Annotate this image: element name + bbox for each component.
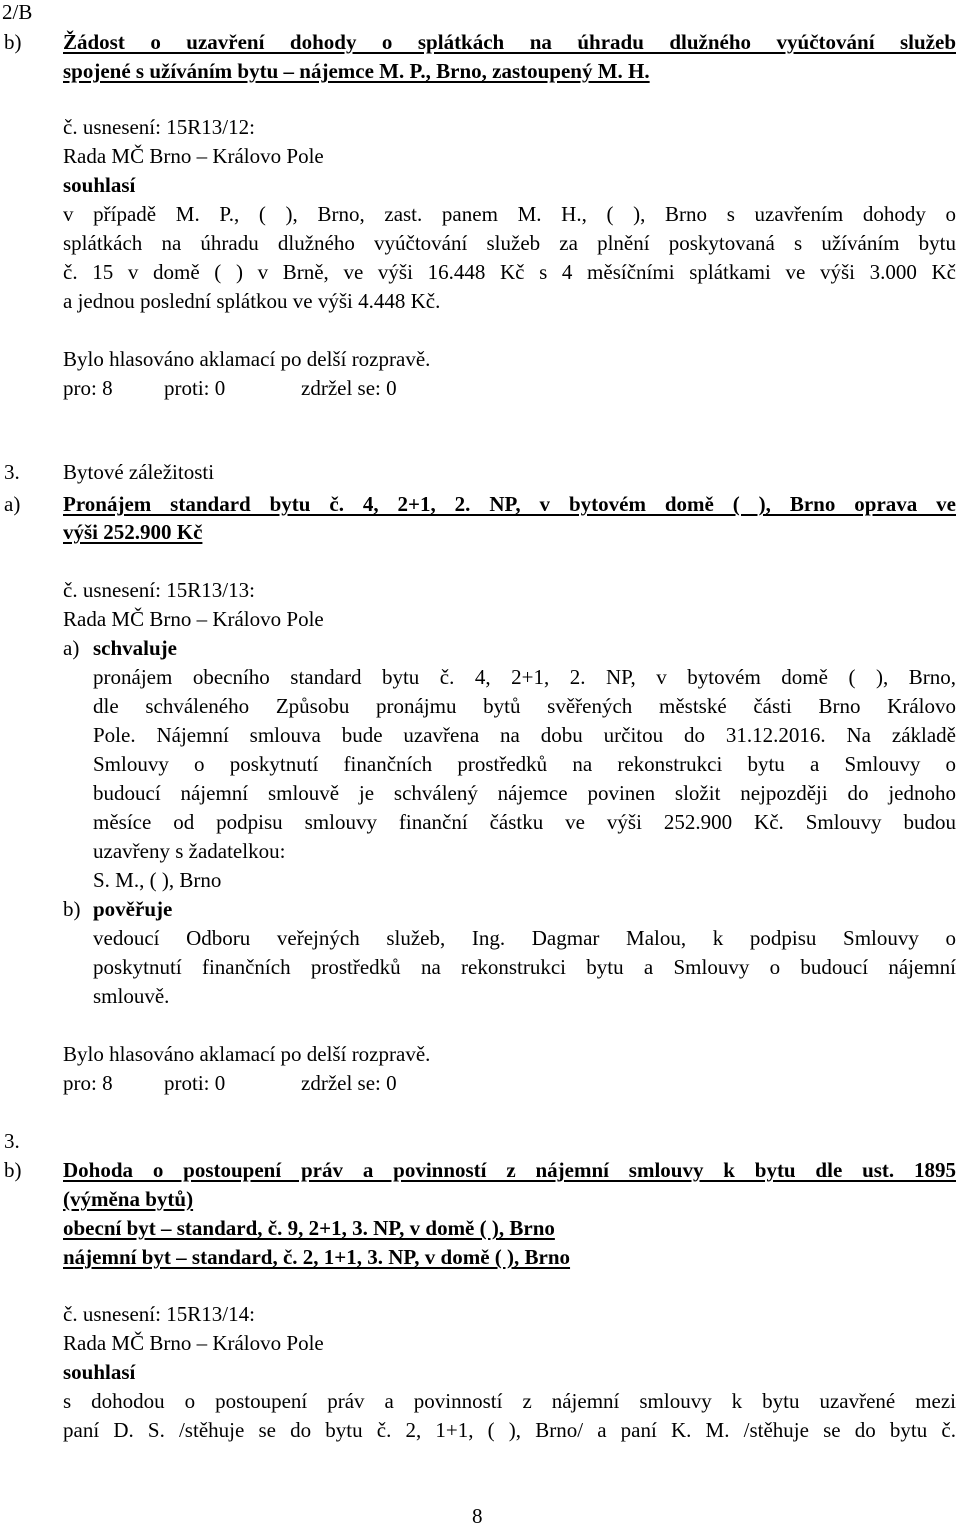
council-name: Rada MČ Brno – Královo Pole bbox=[63, 144, 324, 168]
body-line: vedoucí Odboru veřejných služeb, Ing. Dagmar Malou, k podpisu Smlouvy o bbox=[93, 926, 956, 950]
body-line: Pole. Nájemní smlouva bude uzavřena na dobu určitou do 31.12.2016. Na základě bbox=[93, 723, 956, 747]
council-name: Rada MČ Brno – Královo Pole bbox=[63, 1331, 324, 1355]
page-number: 8 bbox=[472, 1504, 483, 1528]
section-number: 3. bbox=[4, 1129, 20, 1153]
item-title-line: Žádost o uzavření dohody o splátkách na úhradu dlužného vyúčtování služeb bbox=[63, 30, 956, 54]
body-line: Smlouvy o poskytnutí finančních prostředků na rekonstrukci bytu a Smlouvy o bbox=[93, 752, 956, 776]
body-line: poskytnutí finančních prostředků na rekonstrukci bytu a Smlouvy o budoucí nájemní bbox=[93, 955, 956, 979]
vote-pro: pro: 8 bbox=[63, 376, 113, 400]
body-line: s dohodou o postoupení práv a povinností z nájemní smlouvy k bytu uzavřené mezi bbox=[63, 1389, 956, 1413]
body-line: uzavřeny s žadatelkou: bbox=[93, 839, 286, 863]
body-line: paní D. S. /stěhuje se do bytu č. 2, 1+1, ( ), Brno/ a paní K. M. /stěhuje se do bytu č. bbox=[63, 1418, 956, 1442]
resolution-number: č. usnesení: 15R13/14: bbox=[63, 1302, 255, 1326]
body-line: smlouvě. bbox=[93, 984, 170, 1008]
vote-abstain: zdržel se: 0 bbox=[301, 1071, 397, 1095]
item-title-line: obecní byt – standard, č. 9, 2+1, 3. NP, v domě ( ), Brno bbox=[63, 1216, 555, 1240]
resolution-verb: souhlasí bbox=[63, 173, 136, 197]
section-title: Bytové záležitosti bbox=[63, 460, 215, 484]
vote-note: Bylo hlasováno aklamací po delší rozpravě. bbox=[63, 1042, 431, 1066]
resolution-number: č. usnesení: 15R13/13: bbox=[63, 578, 255, 602]
item-letter: b) bbox=[4, 30, 22, 54]
applicant-line: S. M., ( ), Brno bbox=[93, 868, 222, 892]
resolution-verb: souhlasí bbox=[63, 1360, 136, 1384]
section-number: 2/B bbox=[2, 0, 33, 24]
item-title-line: Pronájem standard bytu č. 4, 2+1, 2. NP, v bytovém domě ( ), Brno oprava ve bbox=[63, 492, 956, 516]
vote-pro: pro: 8 bbox=[63, 1071, 113, 1095]
sub-letter: b) bbox=[63, 897, 81, 921]
resolution-number: č. usnesení: 15R13/12: bbox=[63, 115, 255, 139]
vote-note: Bylo hlasováno aklamací po delší rozpravě. bbox=[63, 347, 431, 371]
resolution-verb: schvaluje bbox=[93, 636, 177, 660]
vote-proti: proti: 0 bbox=[164, 376, 226, 400]
vote-proti: proti: 0 bbox=[164, 1071, 226, 1095]
body-line: splátkách na úhradu dlužného vyúčtování služeb za plnění poskytovaná s užíváním bytu bbox=[63, 231, 956, 255]
item-letter: b) bbox=[4, 1158, 22, 1182]
body-line: pronájem obecního standard bytu č. 4, 2+1, 2. NP, v bytovém domě ( ), Brno, bbox=[93, 665, 956, 689]
section-number: 3. bbox=[4, 460, 20, 484]
sub-letter: a) bbox=[63, 636, 80, 660]
body-line: v případě M. P., ( ), Brno, zast. panem M. H., ( ), Brno s uzavřením dohody o bbox=[63, 202, 956, 226]
item-title-line: výši 252.900 Kč bbox=[63, 520, 203, 544]
body-line: č. 15 v domě ( ) v Brně, ve výši 16.448 Kč s 4 měsíčními splátkami ve výši 3.000 Kč bbox=[63, 260, 956, 284]
body-line: dle schváleného Způsobu pronájmu bytů svěřených městské části Brno Královo bbox=[93, 694, 956, 718]
body-line: budoucí nájemní smlouvě je schválený nájemce povinen složit nejpozději do jednoho bbox=[93, 781, 956, 805]
item-title-line: (výměna bytů) bbox=[63, 1187, 194, 1211]
vote-abstain: zdržel se: 0 bbox=[301, 376, 397, 400]
item-title-line: Dohoda o postoupení práv a povinností z nájemní smlouvy k bytu dle ust. 1895 bbox=[63, 1158, 956, 1182]
body-line: a jednou poslední splátkou ve výši 4.448 Kč. bbox=[63, 289, 441, 313]
item-title-line: spojené s užíváním bytu – nájemce M. P., Brno, zastoupený M. H. bbox=[63, 59, 650, 83]
item-title-line: nájemní byt – standard, č. 2, 1+1, 3. NP, v domě ( ), Brno bbox=[63, 1245, 571, 1269]
resolution-verb: pověřuje bbox=[93, 897, 173, 921]
body-line: měsíce od podpisu smlouvy finanční částku ve výši 252.900 Kč. Smlouvy budou bbox=[93, 810, 956, 834]
council-name: Rada MČ Brno – Královo Pole bbox=[63, 607, 324, 631]
item-letter: a) bbox=[4, 492, 21, 516]
